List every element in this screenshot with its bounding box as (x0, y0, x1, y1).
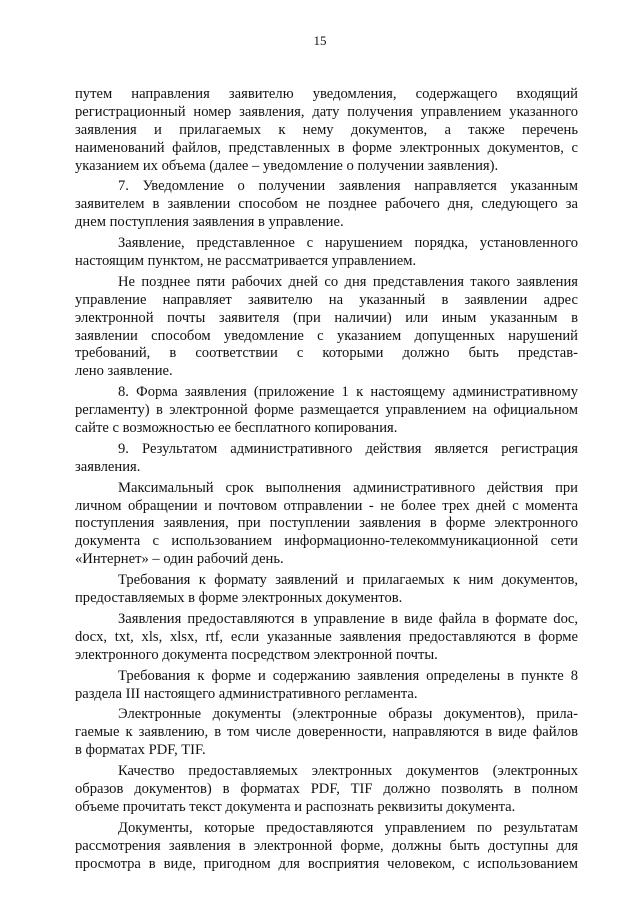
text-line: заявления. (75, 458, 141, 475)
text-line: документа с использованием информационно-телекоммуникационной сети (75, 533, 578, 550)
text-line: путем направления заявителю уведомления, содержащего входящий (75, 86, 578, 102)
text-line: заявителем в заявлении способом не позднее рабочего дня, следующего за (75, 196, 578, 213)
text-line: поступления заявления, при поступлении заявления в форме электронного (75, 515, 578, 532)
text-line: лено заявление. (75, 363, 173, 380)
paragraph (75, 763, 578, 817)
paragraph (75, 611, 578, 665)
text-line: заявления и прилагаемых к нему документов, а также перечень (75, 121, 578, 138)
text-line: электронного документа посредством электронной почты. (75, 646, 438, 663)
paragraph (75, 441, 578, 477)
text-line: днем поступления заявления в управление. (75, 214, 344, 231)
text-line: Максимальный срок выполнения административного действия при (118, 479, 578, 496)
paragraph (75, 274, 578, 381)
paragraph (75, 384, 578, 438)
text-line: просмотра в виде, пригодном для восприятия человеком, с использованием (75, 855, 578, 872)
text-line: управление направляет заявителю на указанный в заявлении адрес (75, 291, 578, 308)
text-line: Заявления предоставляются в управление в виде файла в формате doc, (118, 610, 578, 627)
text-line: настоящим пунктом, не рассматривается управлением. (75, 253, 417, 270)
text-line: Заявление, представленное с нарушением порядка, установленного (118, 235, 578, 252)
text-line: Не позднее пяти рабочих дней со дня представления такого заявления (118, 273, 578, 290)
text-line: 9. Результатом административного действия является регистрация (118, 440, 578, 457)
text-line: регистрационный номер заявления, дату получения управлением указанного (75, 103, 578, 120)
text-line: гаемые к заявлению, в том числе доверенности, направляются в виде файлов (75, 724, 578, 741)
text-line: требований, в соответствии с которыми должно быть представ- (75, 345, 578, 362)
text-line: «Интернет» – один рабочий день. (75, 551, 284, 568)
text-line: раздела III настоящего административного регламента. (75, 685, 418, 702)
text-line: рассмотрения заявления в электронной форме, должны быть доступны для (75, 837, 578, 854)
text-line: указанием их объема (далее – уведомление о получении заявления). (75, 157, 499, 174)
paragraph (75, 706, 578, 760)
text-line: предоставляемых в форме электронных документов. (75, 590, 403, 607)
text-line: сайте с возможностью ее бесплатного копирования. (75, 420, 398, 437)
text-line: образов документов) в форматах PDF, TIF должно позволять в полном (75, 780, 578, 797)
paragraph (75, 820, 578, 874)
document-body (75, 86, 578, 873)
text-line: регламенту) в электронной форме размещается управлением на официальном (75, 402, 578, 419)
paragraph (75, 86, 578, 175)
paragraph (75, 572, 578, 608)
text-line: Электронные документы (электронные образы документов), прила- (118, 706, 578, 723)
text-line: docx, txt, xls, xlsx, rtf, если указанные заявления предоставляются в форме (75, 628, 578, 645)
text-line: Качество предоставляемых электронных документов (электронных (118, 763, 578, 780)
paragraph (75, 668, 578, 704)
text-line: заявлении способом уведомление с указанием допущенных нарушений (75, 327, 578, 344)
page-number: 15 (313, 33, 327, 48)
text-line: Требования к формату заявлений и прилагаемых к ним документов, (118, 572, 578, 589)
paragraph (75, 480, 578, 569)
text-line: электронной почты заявителя (при наличии) или иным указанным в (75, 309, 578, 326)
text-line: Требования к форме и содержанию заявления определены в пункте 8 (118, 667, 578, 684)
text-line: объеме прочитать текст документа и распознать реквизиты документа. (75, 798, 516, 815)
text-line: наименований файлов, представленных в форме электронных документов, с (75, 139, 578, 156)
text-line: 7. Уведомление о получении заявления направляется указанным (118, 178, 578, 195)
text-line: личном обращении и почтовом отправлении - не более трех дней с момента (75, 497, 578, 514)
text-line: в форматах PDF, TIF. (75, 742, 206, 759)
paragraph (75, 235, 578, 271)
paragraph (75, 178, 578, 232)
text-line: Документы, которые предоставляются управлением по результатам (118, 819, 578, 836)
text-line: 8. Форма заявления (приложение 1 к настоящему административному (118, 384, 578, 401)
